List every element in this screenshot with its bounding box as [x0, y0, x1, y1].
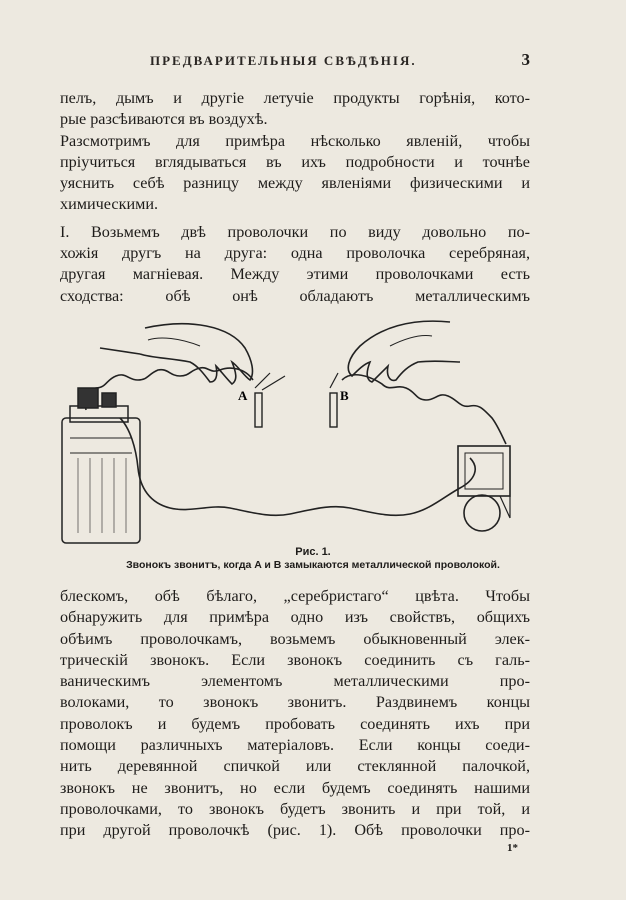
- text-line: ваническимъ элементомъ металлическими про-: [60, 672, 530, 691]
- text-line: звонокъ не звонитъ, но если будемъ соединять нашими: [60, 778, 530, 797]
- text-line: трическій звонокъ. Если звонокъ соединить съ галь-: [60, 650, 530, 669]
- figure-caption-title: Рис. 1.: [295, 546, 331, 558]
- wire-bottom: [120, 418, 475, 515]
- text-line: проволочками, то звонокъ будетъ звонить и при той, и: [60, 799, 530, 818]
- text-line: нить деревянной спичкой или стеклянной палочкой,: [60, 757, 530, 776]
- label-b: B: [340, 388, 349, 403]
- electrode-b: [330, 393, 337, 427]
- right-hand-illustration: [348, 321, 460, 382]
- text-line: пелъ, дымъ и другіе летучіе продукты горѣнія, кото-: [60, 89, 530, 107]
- text-line: химическими.: [60, 195, 159, 214]
- text-line: помощи различныхъ матеріаловъ. Если концы соеди-: [60, 736, 530, 755]
- left-hand-illustration: [140, 324, 252, 384]
- text-line: другая магніевая. Между этими проволочками есть: [60, 265, 530, 284]
- label-a: A: [238, 388, 248, 403]
- running-head: ПРЕДВАРИТЕЛЬНЫЯ СВѢДѢНІЯ.: [150, 53, 417, 68]
- text-line: проволокъ и будемъ пробовать соединять ихъ при: [60, 714, 530, 733]
- text-line: волоками, то звонокъ звонитъ. Раздвинемъ концы: [60, 693, 530, 712]
- figure-electric-bell-circuit: [40, 318, 560, 553]
- text-line: рые разсѣиваются въ воздухѣ.: [60, 110, 268, 129]
- text-line: обнаружить для примѣра одно изъ свойствъ, общихъ: [60, 608, 530, 627]
- text-block-bottom: [60, 586, 530, 842]
- page-header: [60, 50, 530, 72]
- wire-right-coil: [342, 375, 506, 444]
- text-line: Разсмотримъ для примѣра нѣсколько явленій, чтобы: [60, 131, 530, 150]
- page-number: 3: [521, 50, 530, 69]
- signature-mark: 1*: [507, 842, 518, 854]
- text-line: I. Возьмемъ двѣ проволочки по виду довольно по-: [60, 222, 530, 241]
- text-block-top: [60, 88, 530, 307]
- text-line: блескомъ, обѣ бѣлаго, „серебристаго“ цвѣта. Чтобы: [60, 587, 530, 605]
- text-line: сходства: обѣ онѣ обладаютъ металлическимъ: [60, 286, 530, 305]
- figure-caption-text: Звонокъ звонитъ, когда A и B замыкаются металлической проволокой.: [126, 559, 500, 571]
- electrode-a: [255, 393, 262, 427]
- text-line: обѣимъ проволочкамъ, возьмемъ обыкновенный элек-: [60, 629, 530, 648]
- galvanic-cell: [62, 388, 140, 543]
- text-line: хожія другъ на друга: одна проволочка серебряная,: [60, 244, 530, 263]
- text-line: уяснить себѣ разницу между явленіями физическими и: [60, 174, 530, 193]
- text-line: при другой проволочкѣ (рис. 1). Обѣ проволочки про-: [60, 821, 530, 840]
- electric-bell: [458, 446, 510, 531]
- text-line: пріучиться вглядываться въ ихъ подробности и точнѣе: [60, 152, 530, 171]
